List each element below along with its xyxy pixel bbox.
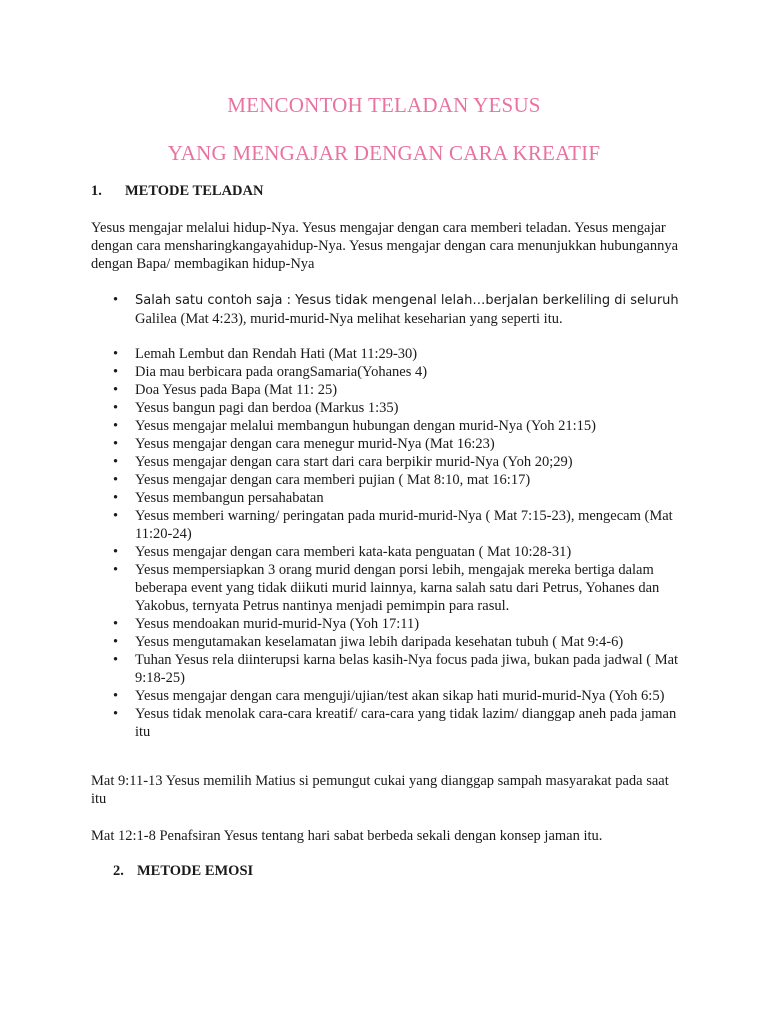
list-item: • Yesus tidak menolak cara-cara kreatif/ cara-cara yang tidak lazim/ dianggap aneh pada jaman itu [113, 705, 683, 741]
list-item: • Doa Yesus pada Bapa (Mat 11: 25) [113, 381, 683, 399]
document-title: MENCONTOH TELADAN YESUS [227, 93, 541, 117]
section-number: 1. [91, 183, 102, 199]
list-item: • Lemah Lembut dan Rendah Hati (Mat 11:29-30) [113, 345, 683, 363]
intro-paragraph: Yesus mengajar melalui hidup-Nya. Yesus mengajar dengan cara memberi teladan. Yesus mengajar dengan cara mensharingkangayahidup-Nya. Yesus mengajar dengan cara menunjukkan hubungannya dengan Bapa/ membagikan hidup-Nya [91, 220, 679, 272]
section-heading-emosi [113, 862, 253, 880]
list-item: • Yesus mengajar dengan cara start dari cara berpikir murid-Nya (Yoh 20;29) [113, 453, 683, 471]
section-heading-teladan [91, 182, 263, 200]
section-number: 2. [113, 863, 124, 879]
list-item: • Dia mau berbicara pada orangSamaria(Yohanes 4) [113, 363, 683, 381]
list-item: • Yesus memberi warning/ peringatan pada murid-murid-Nya ( Mat 7:15-23), mengecam (Mat 11:20-24) [113, 507, 683, 543]
paragraph-mat9: Mat 9:11-13 Yesus memilih Matius si pemungut cukai yang dianggap sampah masyarakat pada saat itu [91, 773, 669, 807]
section-title: METODE EMOSI [137, 863, 254, 879]
example-list [113, 291, 683, 328]
section-title: METODE TELADAN [125, 183, 264, 199]
document-subtitle: YANG MENGAJAR DENGAN CARA KREATIF [167, 141, 601, 165]
teaching-methods-list [113, 345, 683, 741]
list-item: • Yesus membangun persahabatan [113, 489, 683, 507]
example-text-part1: Salah satu contoh saja : Yesus tidak mengenal lelah…berjalan berkeliling di seluruh [135, 293, 679, 308]
list-item [113, 291, 683, 328]
list-item: • Yesus mendoakan murid-murid-Nya (Yoh 17:11) [113, 615, 683, 633]
list-item: • Yesus mengajar dengan cara menegur murid-Nya (Mat 16:23) [113, 435, 683, 453]
list-item: • Yesus mengutamakan keselamatan jiwa lebih daripada kesehatan tubuh ( Mat 9:4-6) [113, 633, 683, 651]
paragraph-mat12: Mat 12:1-8 Penafsiran Yesus tentang hari sabat berbeda sekali dengan konsep jaman itu. [91, 828, 603, 844]
list-item: • Yesus mengajar melalui membangun hubungan dengan murid-Nya (Yoh 21:15) [113, 417, 683, 435]
list-item: • Yesus mengajar dengan cara memberi kata-kata penguatan ( Mat 10:28-31) [113, 543, 683, 561]
list-item: • Yesus mengajar dengan cara memberi pujian ( Mat 8:10, mat 16:17) [113, 471, 683, 489]
example-text-part2: Galilea (Mat 4:23), murid-murid-Nya melihat keseharian yang seperti itu. [135, 311, 563, 327]
list-item: • Tuhan Yesus rela diinterupsi karna belas kasih-Nya focus pada jiwa, bukan pada jadwal ( Mat 9:18-25) [113, 651, 683, 687]
list-item: • Yesus mempersiapkan 3 orang murid dengan porsi lebih, mengajak mereka bertiga dalam beberapa event yang tidak diikuti murid lainnya, karna salah satu dari Petrus, Yohanes dan Yakobus, ternyata Petrus nantinya menjadi pemimpin para rasul. [113, 561, 683, 615]
list-item: • Yesus mengajar dengan cara menguji/ujian/test akan sikap hati murid-murid-Nya (Yoh 6:5) [113, 687, 683, 705]
list-item: • Yesus bangun pagi dan berdoa (Markus 1:35) [113, 399, 683, 417]
